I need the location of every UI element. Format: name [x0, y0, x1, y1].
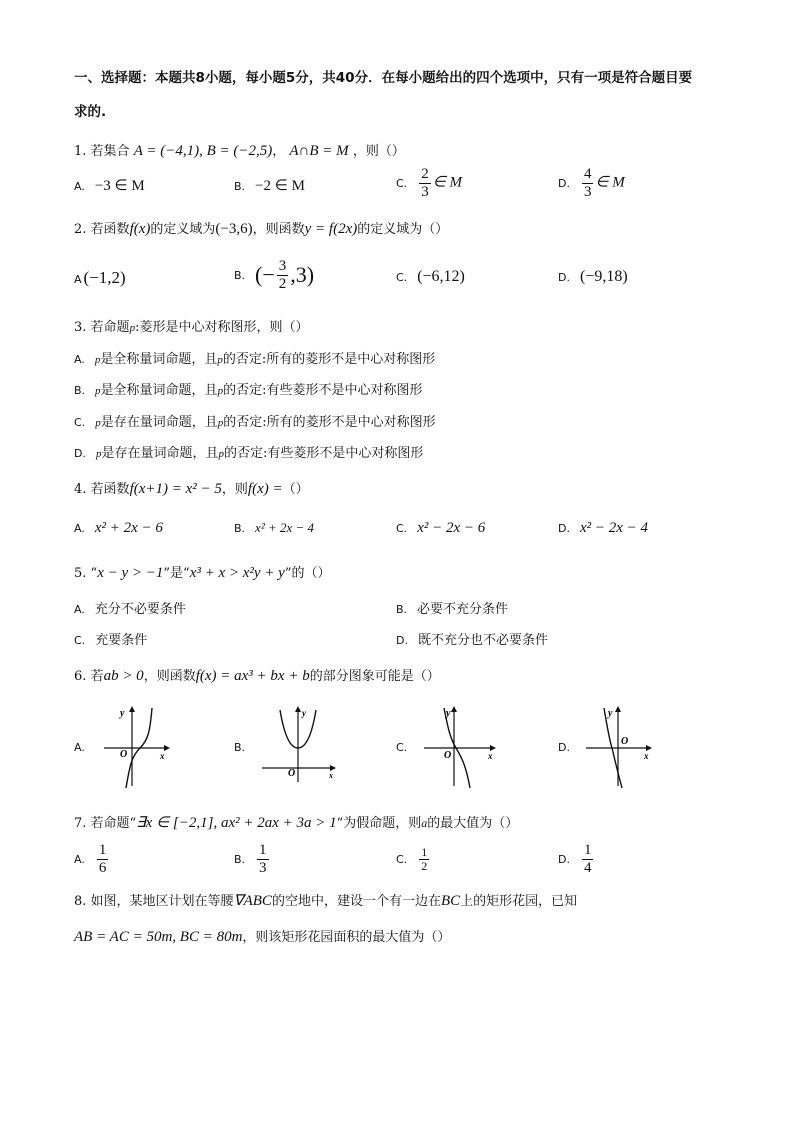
stem-text: 若集合: [90, 144, 130, 159]
q7-option-b[interactable]: [234, 842, 271, 876]
q6-option-d-label[interactable]: [558, 740, 580, 755]
stem-text: ，则该矩形花园面积的最大值为（）: [242, 930, 451, 945]
option-label: B.: [234, 268, 246, 282]
option-label: D.: [558, 741, 570, 754]
fraction: [419, 166, 431, 200]
option-label: A.: [74, 852, 85, 866]
math-expr: ab > 0: [103, 668, 144, 684]
q1-option-c[interactable]: [396, 166, 462, 200]
fraction: [277, 258, 289, 292]
option-text: ∈ M: [432, 174, 462, 191]
option-text: x² − 2x − 6: [417, 520, 486, 536]
option-text: 必要不充分条件: [417, 602, 509, 617]
option-text: −3 ∈ M: [94, 178, 145, 194]
math-expr: p: [95, 448, 102, 460]
math-expr: f(x) =: [247, 481, 283, 497]
math-expr: p: [217, 354, 223, 366]
math-expr: ∇ABC: [233, 893, 272, 909]
option-label: A.: [74, 603, 85, 616]
stem-text: ，则（）: [352, 144, 405, 159]
x-label: x: [488, 751, 493, 761]
question-number: 4.: [74, 482, 87, 497]
option-label: D.: [74, 447, 86, 460]
option-text: x² + 2x − 4: [255, 520, 315, 535]
option-label: D.: [558, 852, 570, 866]
section-header-line2: 求的.: [74, 104, 107, 120]
y-arrow-icon: [615, 706, 621, 712]
stem-text: 上的矩形花园，已知: [460, 894, 578, 909]
q6-option-b-graph[interactable]: [258, 704, 338, 784]
question-2-stem: [74, 218, 448, 238]
fraction: [582, 166, 594, 200]
question-6-stem: [74, 665, 440, 685]
option-text: 的否定:有些菱形不是中心对称图形: [223, 446, 424, 461]
question-number: 7.: [74, 816, 87, 831]
option-label: C.: [396, 271, 408, 284]
question-8-stem: [74, 890, 577, 910]
math-expr: p: [95, 385, 101, 397]
option-label: A.: [74, 741, 85, 754]
q7-option-d[interactable]: [558, 842, 595, 876]
stem-text: 若命题: [90, 320, 130, 335]
option-label: C.: [396, 853, 408, 867]
question-8-stem-line2: [74, 926, 450, 946]
option-text: (−9,18): [579, 268, 628, 285]
stem-text: 如图，某地区计划在等腰: [90, 894, 234, 909]
question-3-stem: [74, 316, 308, 335]
stem-text: :菱形是中心对称图形，则（）: [135, 320, 309, 335]
origin-label: O: [621, 736, 629, 747]
q5-option-a[interactable]: [74, 598, 186, 617]
option-label: C.: [396, 522, 408, 535]
question-5-stem: [74, 562, 331, 582]
stem-text: 的最大值为（）: [427, 816, 519, 831]
math-expr: p: [217, 385, 224, 397]
section-header-line1: 一、选择题：本题共8小题，每小题5分，共40分．在每小题给出的四个选项中，只有一项是符合题目要: [74, 70, 693, 86]
math-expr: A = (−4,1), B = (−2,5): [133, 143, 273, 159]
q2-option-a[interactable]: [74, 268, 126, 288]
math-expr: p: [217, 417, 224, 429]
option-text: ,3): [290, 262, 315, 287]
option-label: B.: [234, 852, 246, 866]
y-label: y: [302, 708, 306, 718]
stem-text: 若函数: [90, 482, 130, 497]
denominator: 3: [259, 859, 267, 876]
fraction: [582, 842, 594, 876]
numerator: 4: [583, 166, 592, 182]
q5-option-b[interactable]: [396, 598, 508, 617]
y-arrow-icon: [295, 706, 301, 712]
numerator: 2: [421, 166, 429, 182]
stem-text: 的定义域为: [150, 222, 216, 237]
denominator: 2: [278, 275, 287, 292]
option-text: 的否定:有些菱形不是中心对称图形: [223, 383, 423, 398]
x-arrow-icon: [164, 745, 170, 751]
option-label: B.: [234, 522, 246, 535]
question-1-stem: [74, 140, 405, 160]
q7-option-c[interactable]: [396, 846, 431, 873]
option-label: C.: [396, 176, 408, 190]
option-label: C.: [396, 741, 408, 754]
question-4-stem: [74, 478, 309, 498]
q6-option-c-graph[interactable]: [420, 704, 500, 788]
option-label: A: [74, 273, 82, 286]
denominator: 4: [583, 859, 592, 876]
q3-option-b[interactable]: [74, 379, 422, 398]
math-expr: AB = AC = 50m, BC = 80m: [74, 929, 243, 945]
q5-option-c[interactable]: [74, 629, 147, 648]
math-expr: A∩B = M: [289, 143, 349, 159]
denominator: 3: [421, 183, 429, 200]
option-text: 是全称量词命题，且: [100, 352, 218, 367]
q7-option-a[interactable]: [74, 842, 110, 876]
q6-option-b-label[interactable]: [234, 740, 255, 755]
fraction: [97, 842, 109, 876]
y-label: y: [608, 708, 613, 719]
stem-text: 若: [90, 669, 104, 684]
option-text: 既不充分也不必要条件: [417, 633, 548, 648]
y-label: y: [120, 708, 125, 719]
question-number: 6.: [74, 669, 87, 684]
question-number: 2.: [74, 222, 87, 237]
option-text: x² − 2x − 4: [579, 520, 649, 536]
q6-option-a-label[interactable]: [74, 740, 95, 755]
option-label: C.: [74, 416, 86, 429]
stem-text: ”的（）: [284, 566, 331, 581]
question-number: 1.: [74, 144, 87, 159]
question-7-stem: [74, 812, 518, 832]
math-expr: x − y > −1: [97, 565, 164, 581]
origin-label: O: [120, 749, 128, 760]
option-label: A.: [74, 180, 85, 193]
q6-option-d-graph[interactable]: [582, 704, 654, 788]
option-text: 是全称量词命题，且: [100, 383, 218, 398]
q3-option-c[interactable]: [74, 411, 436, 430]
option-label: B.: [74, 384, 86, 397]
q6-option-a-graph[interactable]: [100, 704, 170, 788]
x-label: x: [644, 751, 649, 761]
q3-option-a[interactable]: [74, 348, 435, 367]
math-expr: y = f(2x): [304, 221, 358, 237]
stem-text: 的部分图象可能是（）: [309, 669, 440, 684]
origin-label: O: [444, 750, 452, 761]
stem-text: ，则函数: [143, 669, 196, 684]
numerator: 1: [259, 842, 267, 858]
option-label: D.: [558, 271, 570, 284]
q4-option-a[interactable]: [74, 520, 163, 537]
x-label: x: [329, 771, 333, 780]
math-expr: p: [129, 322, 136, 334]
option-label: A.: [74, 353, 85, 366]
option-text: 充要条件: [95, 633, 148, 648]
q4-option-d[interactable]: [558, 520, 648, 537]
option-text: −2 ∈ M: [255, 178, 305, 194]
option-label: B.: [396, 603, 408, 616]
stem-text: ，: [272, 144, 286, 159]
stem-text: 的空地中，建设一个有一边在: [271, 894, 441, 909]
numerator: 1: [421, 845, 428, 859]
option-text: (−1,2): [83, 268, 126, 287]
q2-option-b[interactable]: [234, 258, 314, 292]
stem-text: “: [90, 566, 98, 581]
stem-text: 若函数: [90, 222, 130, 237]
q1-option-b[interactable]: [234, 176, 305, 195]
math-expr: f(x) = ax³ + bx + b: [195, 668, 310, 684]
math-expr: p: [218, 448, 224, 460]
math-expr: x³ + x > x²y + y: [189, 565, 285, 581]
option-text: x² + 2x − 6: [94, 520, 163, 536]
math-expr: BC: [440, 893, 461, 909]
option-label: D.: [558, 522, 570, 535]
q4-option-b[interactable]: [234, 520, 314, 536]
y-arrow-icon: [129, 706, 135, 712]
stem-text: ，则: [221, 482, 248, 497]
question-number: 8.: [74, 894, 87, 909]
stem-text: ，则函数: [252, 222, 305, 237]
x-label: x: [160, 751, 165, 761]
stem-text: ”是“: [163, 566, 190, 581]
option-label: C.: [74, 634, 86, 647]
option-text: 充分不必要条件: [94, 602, 186, 617]
math-expr: f(x): [129, 221, 151, 237]
fraction: [257, 842, 269, 876]
option-text: 的否定:所有的菱形不是中心对称图形: [223, 415, 436, 430]
stem-text: ”为假命题，则: [336, 816, 422, 831]
numerator: 3: [278, 258, 287, 274]
option-text: (−: [255, 262, 275, 287]
option-label: D.: [396, 634, 408, 647]
denominator: 2: [421, 859, 428, 874]
option-label: D.: [558, 176, 570, 190]
y-label: y: [446, 708, 451, 719]
question-number: 5.: [74, 566, 87, 581]
math-expr: f(x+1) = x² − 5: [129, 481, 222, 497]
option-text: 是存在量词命题，且: [100, 415, 218, 430]
math-expr: p: [95, 417, 101, 429]
option-label: A.: [74, 522, 85, 535]
q2-option-c[interactable]: [396, 268, 465, 286]
question-number: 3.: [74, 320, 87, 335]
denominator: 3: [583, 183, 592, 200]
numerator: 1: [98, 842, 107, 858]
option-text: 的否定:所有的菱形不是中心对称图形: [222, 352, 436, 367]
q6-option-c-label[interactable]: [396, 740, 417, 755]
q5-option-d[interactable]: [396, 629, 548, 648]
q1-option-d[interactable]: [558, 166, 625, 200]
math-expr: a: [421, 816, 428, 830]
math-expr: ∃x ∈ [−2,1], ax² + 2ax + 3a > 1: [136, 815, 337, 831]
origin-label: O: [288, 768, 296, 779]
q4-option-c[interactable]: [396, 520, 485, 537]
option-label: B.: [234, 741, 246, 754]
math-expr: p: [94, 354, 101, 366]
q1-option-a[interactable]: [74, 176, 145, 195]
denominator: 6: [98, 859, 107, 876]
stem-text: 的定义域为（）: [357, 222, 449, 237]
fraction: [419, 846, 429, 873]
q2-option-d[interactable]: [558, 268, 628, 286]
numerator: 1: [583, 842, 592, 858]
math-expr: (−3,6): [215, 221, 253, 237]
stem-text: 若命题“: [90, 816, 137, 831]
option-text: (−6,12): [417, 268, 465, 285]
stem-text: （）: [282, 482, 309, 497]
y-arrow-icon: [451, 706, 457, 712]
q3-option-d[interactable]: [74, 442, 423, 461]
option-text: ∈ M: [595, 174, 625, 191]
option-label: B.: [234, 180, 246, 193]
option-text: 是存在量词命题，且: [101, 446, 219, 461]
